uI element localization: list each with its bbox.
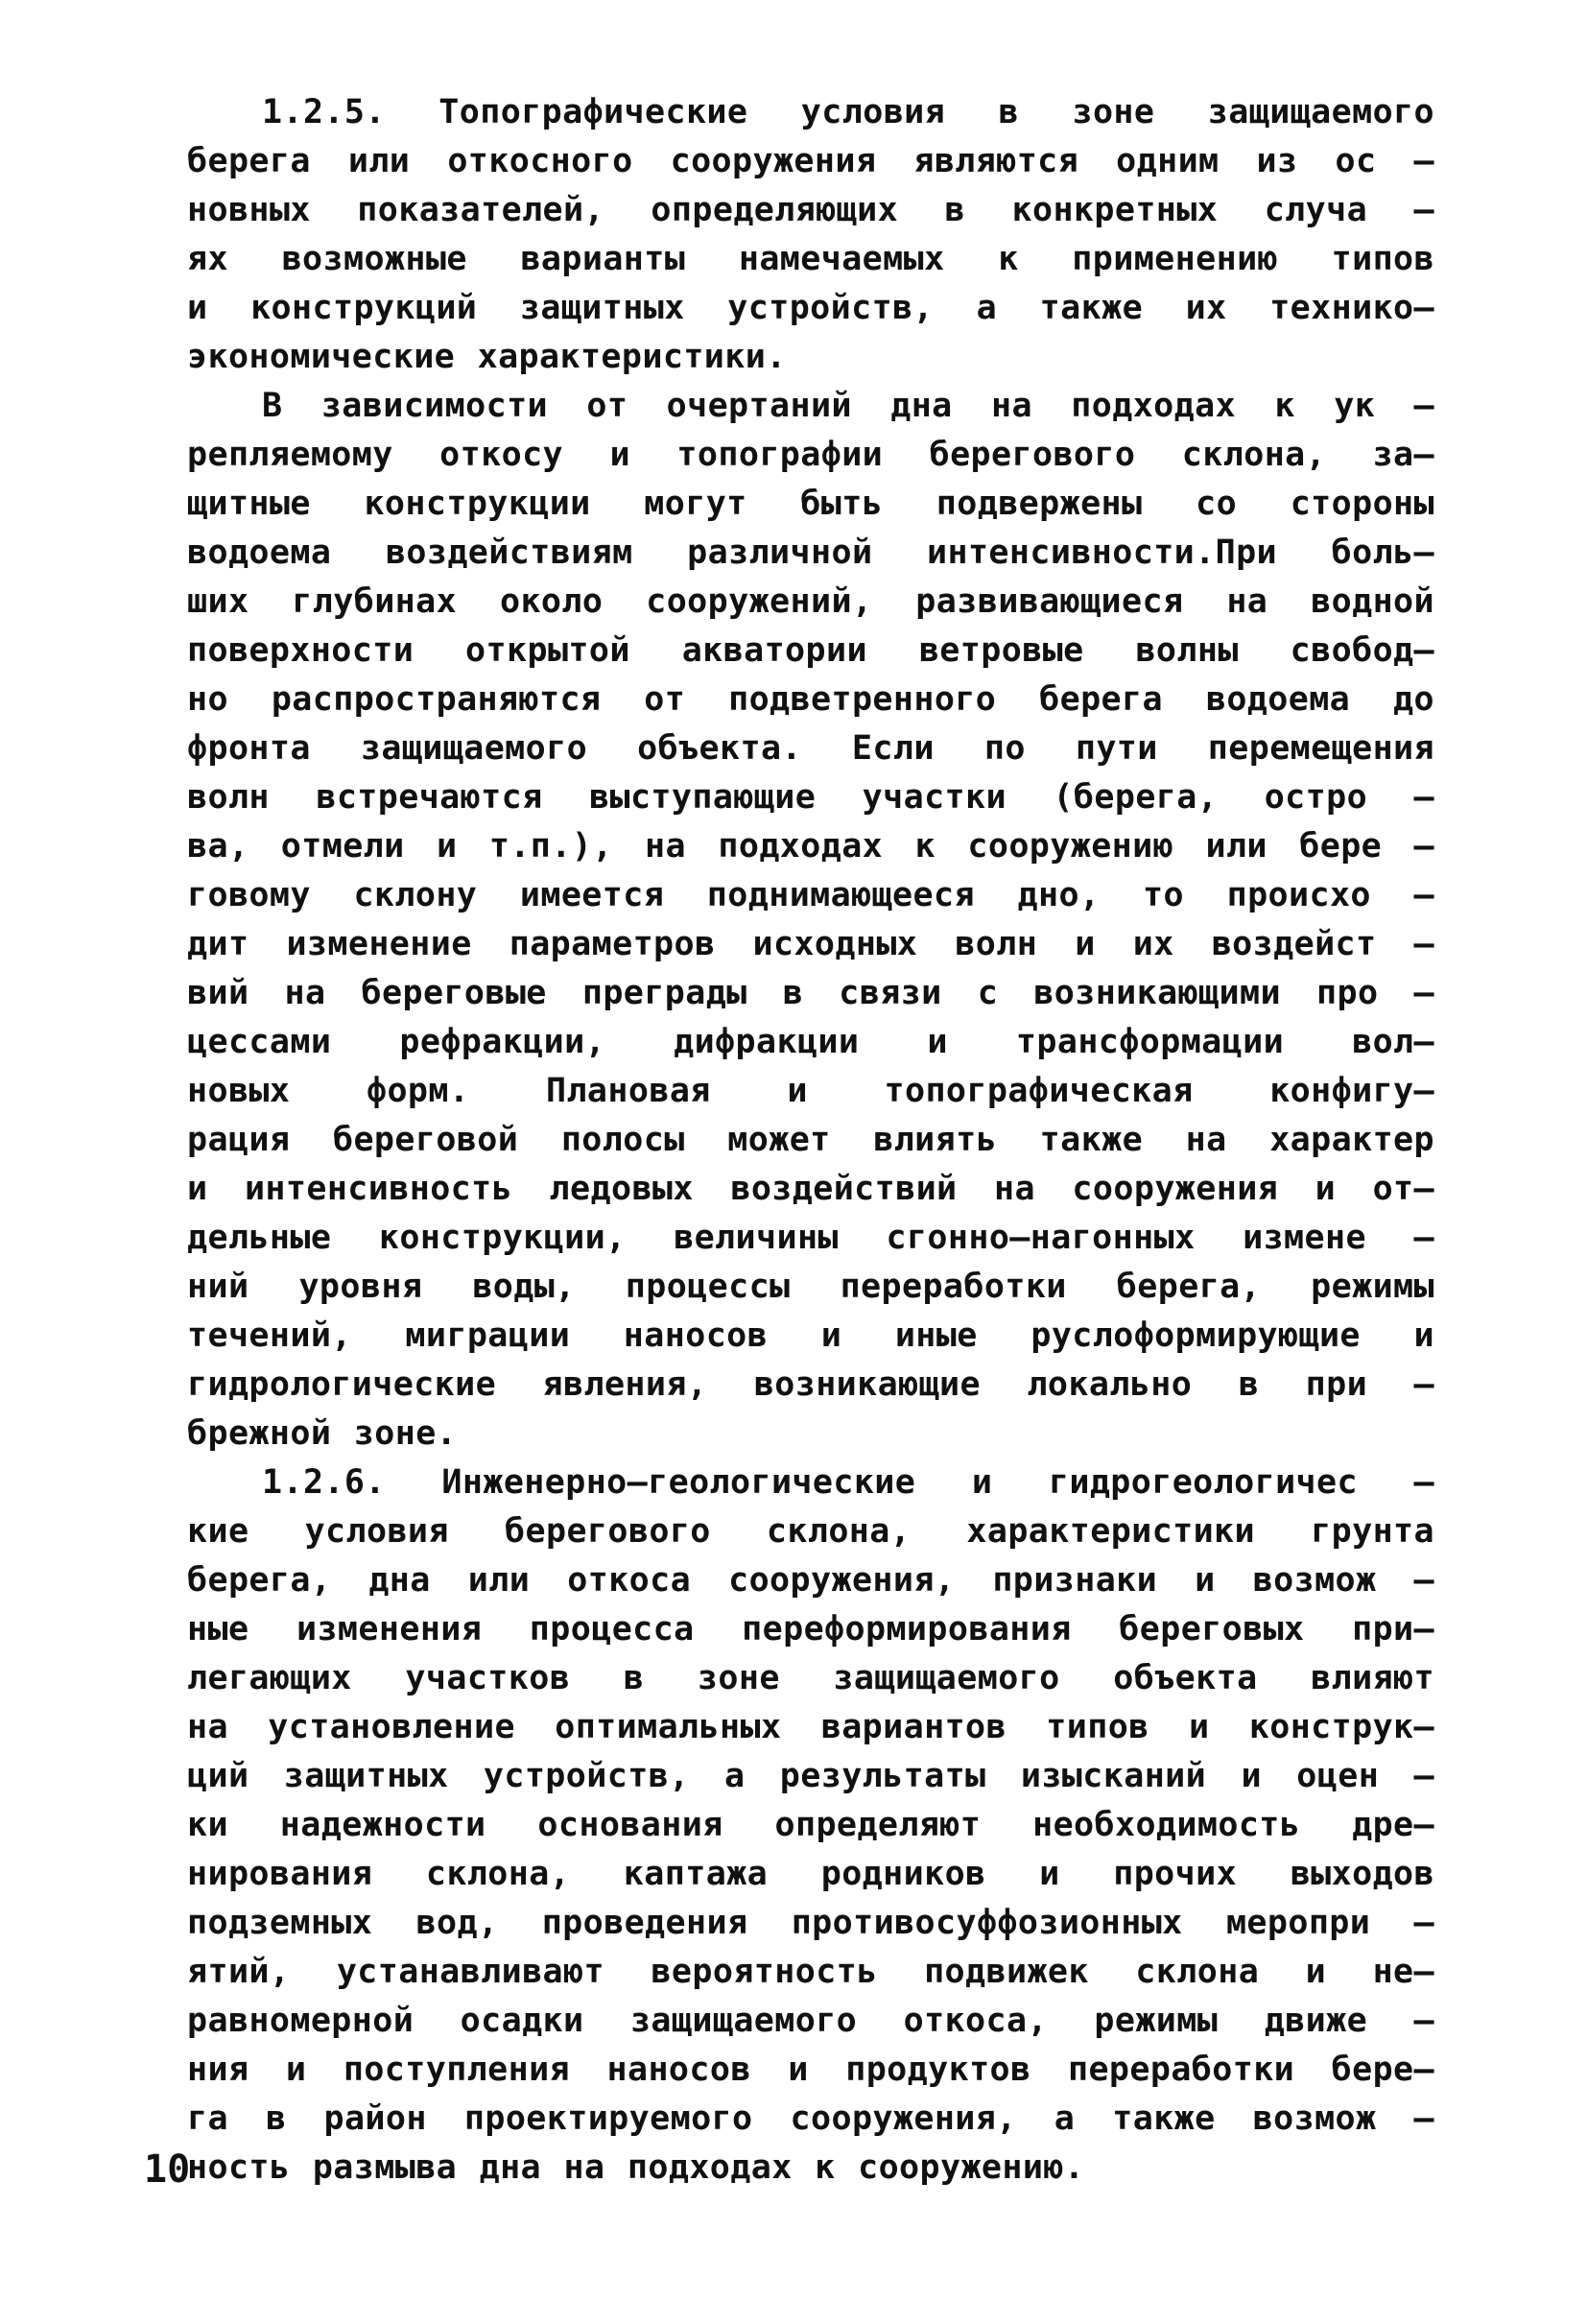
text-line: равномерной осадки защищаемого откоса, режимы движе – [187,2002,1434,2040]
text-line: гидрологические явления, возникающие локально в при – [187,1365,1434,1404]
text-line: ших глубинах около сооружений, развивающиеся на водной [187,582,1434,621]
section-1-2-6 [187,1458,1434,2193]
text-line: 1.2.6. Инженерно–геологические и гидрогеологичес – [262,1463,1434,1502]
text-line: подземных вод, проведения противосуффозионных меропри – [187,1904,1434,1942]
text-line: течений, миграции наносов и иные руслоформирующие и [187,1316,1434,1355]
text-line: ях возможные варианты намечаемых к применению типов [187,240,1434,278]
text-line: берега, дна или откоса сооружения, признаки и возмож – [187,1561,1434,1600]
text-line: щитные конструкции могут быть подвержены со стороны [187,485,1434,523]
text-line: ятий, устанавливают вероятность подвижек склона и не– [187,1953,1434,1991]
paragraph [187,1458,1434,2193]
text-line: фронта защищаемого объекта. Если по пути перемещения [187,729,1434,768]
text-line: ния и поступления наносов и продуктов переработки бере– [187,2051,1434,2089]
text-line: водоема воздействиям различной интенсивности.При боль– [187,534,1434,572]
text-line: поверхности открытой акватории ветровые волны свобод– [187,631,1434,670]
text-line: брежной зоне. [187,1414,458,1453]
text-line: ность размыва дна на подходах к сооружению. [187,2148,1085,2187]
page-number: 10 [144,2147,191,2192]
text-line: дельные конструкции, величины сгонно–нагонных измене – [187,1219,1434,1257]
text-line: цессами рефракции, дифракции и трансформации вол– [187,1023,1434,1061]
text-line: на установление оптимальных вариантов типов и конструк– [187,1708,1434,1746]
text-line: В зависимости от очертаний дна на подходах к ук – [262,387,1434,425]
text-line: ций защитных устройств, а результаты изысканий и оцен – [187,1757,1434,1795]
paragraph [187,88,1434,382]
text-line: говому склону имеется поднимающееся дно, то происхо – [187,876,1434,914]
text-line: дит изменение параметров исходных волн и их воздейст – [187,925,1434,963]
text-line: ний уровня воды, процессы переработки берега, режимы [187,1268,1434,1306]
text-line: нирования склона, каптажа родников и прочих выходов [187,1855,1434,1893]
paragraph [187,382,1434,1458]
text-line: и конструкций защитных устройств, а также их технико– [187,289,1434,327]
text-line: ки надежности основания определяют необходимость дре– [187,1806,1434,1844]
text-line: ные изменения процесса переформирования береговых при– [187,1610,1434,1648]
text-line: кие условия берегового склона, характеристики грунта [187,1512,1434,1551]
text-line: легающих участков в зоне защищаемого объекта влияют [187,1659,1434,1697]
text-line: волн встречаются выступающие участки (берега, остро – [187,778,1434,817]
text-line: га в район проектируемого сооружения, а также возмож – [187,2099,1434,2138]
text-line: репляемому откосу и топографии берегового склона, за– [187,436,1434,474]
text-line: но распространяются от подветренного берега водоема до [187,680,1434,719]
text-block [187,88,1434,2193]
text-line: и интенсивность ледовых воздействий на сооружения и от– [187,1170,1434,1208]
text-line: ва, отмели и т.п.), на подходах к сооружению или бере – [187,827,1434,866]
text-line: новных показателей, определяющих в конкретных случа – [187,191,1434,229]
text-line: экономические характеристики. [187,338,787,376]
section-1-2-5 [187,88,1434,1458]
text-line: рация береговой полосы может влиять также на характер [187,1121,1434,1159]
text-line: 1.2.5. Топографические условия в зоне защищаемого [262,93,1434,131]
text-line: вий на береговые преграды в связи с возникающими про – [187,974,1434,1012]
text-line: берега или откосного сооружения являются одним из ос – [187,142,1434,180]
text-line: новых форм. Плановая и топографическая конфигу– [187,1072,1434,1110]
